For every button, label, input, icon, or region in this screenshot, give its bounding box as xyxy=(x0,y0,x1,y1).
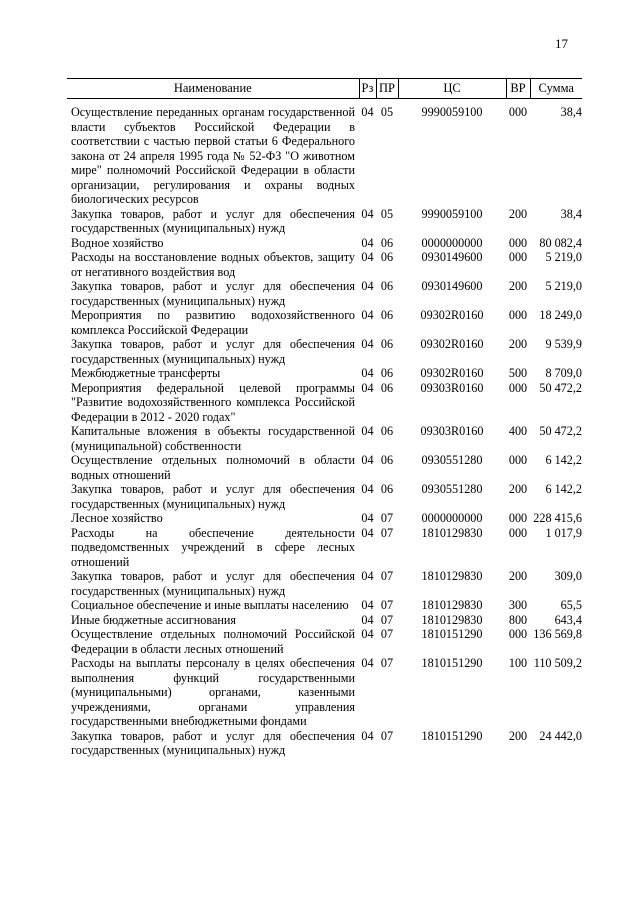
table-body xyxy=(67,99,582,758)
row-cs: 09303R0160 xyxy=(420,380,484,395)
row-pr: 06 xyxy=(380,380,394,395)
row-rz: 04 xyxy=(361,511,374,525)
row-cs: 1810151290 xyxy=(421,656,483,670)
row-cs: 1810129830 xyxy=(421,612,483,627)
row-rz: 04 xyxy=(361,337,374,351)
row-sum: 18 249,0 xyxy=(539,308,582,322)
row-cs: 1810151290 xyxy=(421,728,483,743)
row-name: Расходы на обеспечение деятельности подведомственных учреждений в сфере лесных отношений xyxy=(71,525,355,569)
row-cs: 1810129830 xyxy=(421,598,483,612)
row-sum: 50 472,2 xyxy=(539,424,582,438)
row-vr: 000 xyxy=(508,250,528,264)
row-name: Расходы на выплаты персоналу в целях обеспечения выполнения функций государственными (муниципальными) органами, казенными учреждениями, органами управления государственными внебюджетными фондами xyxy=(71,656,355,728)
row-cs: 09302R0160 xyxy=(420,337,484,351)
table-row xyxy=(67,511,582,526)
row-sum: 9 539,9 xyxy=(545,337,582,351)
row-pr: 07 xyxy=(380,598,394,612)
row-pr: 06 xyxy=(380,250,394,264)
header-cs: ЦС xyxy=(398,79,506,99)
row-name: Лесное хозяйство xyxy=(71,511,163,525)
row-sum: 136 569,8 xyxy=(533,627,582,641)
row-pr: 06 xyxy=(380,453,394,467)
row-pr: 07 xyxy=(380,511,394,525)
row-rz: 04 xyxy=(361,482,374,496)
row-vr: 000 xyxy=(508,308,528,322)
table-row xyxy=(67,482,582,511)
row-pr: 07 xyxy=(380,656,394,670)
row-sum: 110 509,2 xyxy=(533,656,582,670)
row-vr: 200 xyxy=(508,206,528,221)
table-row xyxy=(67,207,582,236)
row-pr: 07 xyxy=(380,728,394,743)
table-row xyxy=(67,627,582,656)
row-vr: 100 xyxy=(508,656,528,670)
row-pr: 06 xyxy=(380,424,394,438)
row-sum: 5 219,0 xyxy=(545,279,582,293)
row-rz: 04 xyxy=(361,656,374,670)
row-rz: 04 xyxy=(361,380,374,395)
row-sum: 38,4 xyxy=(560,206,582,221)
row-rz: 04 xyxy=(361,525,374,540)
row-name: Капитальные вложения в объекты государственной (муниципальной) собственности xyxy=(71,424,355,453)
row-rz: 04 xyxy=(361,598,374,612)
table-row xyxy=(67,366,582,381)
table-row xyxy=(67,453,582,482)
row-sum: 1 017,9 xyxy=(545,525,582,540)
row-pr: 07 xyxy=(380,627,394,641)
table-row xyxy=(67,337,582,366)
header-name: Наименование xyxy=(67,79,359,99)
row-pr: 06 xyxy=(380,279,394,293)
table-row xyxy=(67,598,582,613)
row-pr: 07 xyxy=(380,525,394,540)
row-name: Закупка товаров, работ и услуг для обеспечения государственных (муниципальных) нужд xyxy=(71,569,355,598)
row-rz: 04 xyxy=(361,235,374,250)
table-row xyxy=(67,279,582,308)
row-pr: 05 xyxy=(380,206,394,221)
row-rz: 04 xyxy=(361,424,374,438)
row-vr: 200 xyxy=(508,482,528,496)
row-sum: 80 082,4 xyxy=(539,235,582,250)
row-cs: 0930149600 xyxy=(421,250,483,264)
row-vr: 000 xyxy=(508,380,528,395)
row-rz: 04 xyxy=(361,612,374,627)
row-rz: 04 xyxy=(361,366,374,380)
row-rz: 04 xyxy=(361,308,374,322)
row-sum: 50 472,2 xyxy=(539,380,582,395)
row-rz: 04 xyxy=(361,105,374,119)
table-row xyxy=(67,381,582,425)
row-name: Осуществление отдельных полномочий в области водных отношений xyxy=(71,453,355,482)
row-vr: 000 xyxy=(508,627,528,641)
row-name: Осуществление переданных органам государственной власти субъектов Российской Федерации в соответствии с частью первой статьи 6 Федерального закона от 24 апреля 1995 года № 52-ФЗ "О животном мире" полномочий Российской Федерации в области организации, регулирования и охраны водных биологических ресурсов xyxy=(71,105,355,206)
row-rz: 04 xyxy=(361,728,374,743)
row-pr: 07 xyxy=(380,569,394,583)
row-cs: 09303R0160 xyxy=(420,424,484,438)
row-sum: 309,0 xyxy=(554,569,582,583)
row-name: Закупка товаров, работ и услуг для обеспечения государственных (муниципальных) нужд xyxy=(71,482,355,511)
header-sum: Сумма xyxy=(530,79,582,99)
table-row xyxy=(67,613,582,628)
table-header-row xyxy=(67,79,582,99)
row-name: Социальное обеспечение и иные выплаты населению xyxy=(71,598,349,612)
row-sum: 228 415,6 xyxy=(533,511,582,525)
row-vr: 200 xyxy=(508,279,528,293)
row-name: Мероприятия федеральной целевой программы "Развитие водохозяйственного комплекса Российской Федерации в 2012 - 2020 годах" xyxy=(71,380,355,424)
row-cs: 9990059100 xyxy=(421,206,483,221)
row-vr: 000 xyxy=(508,511,528,525)
row-sum: 38,4 xyxy=(560,105,582,119)
table-row xyxy=(67,656,582,729)
row-cs: 0930551280 xyxy=(421,453,483,467)
row-name: Расходы на восстановление водных объектов, защиту от негативного воздействия вод xyxy=(71,250,355,279)
row-name: Осуществление отдельных полномочий Российской Федерации в области лесных отношений xyxy=(71,627,355,656)
row-vr: 000 xyxy=(508,453,528,467)
row-vr: 000 xyxy=(508,235,528,250)
budget-table xyxy=(67,78,582,758)
row-name: Закупка товаров, работ и услуг для обеспечения государственных (муниципальных) нужд xyxy=(71,728,355,757)
table-row xyxy=(67,308,582,337)
row-rz: 04 xyxy=(361,206,374,221)
row-pr: 07 xyxy=(380,612,394,627)
row-name: Водное хозяйство xyxy=(71,235,164,250)
row-rz: 04 xyxy=(361,453,374,467)
row-sum: 65,5 xyxy=(560,598,582,612)
row-cs: 0930149600 xyxy=(421,279,483,293)
row-cs: 0930551280 xyxy=(421,482,483,496)
row-vr: 200 xyxy=(508,728,528,743)
table-row xyxy=(67,729,582,758)
row-vr: 800 xyxy=(508,612,528,627)
row-sum: 6 142,2 xyxy=(545,482,582,496)
row-pr: 06 xyxy=(380,366,394,380)
row-vr: 200 xyxy=(508,569,528,583)
row-sum: 5 219,0 xyxy=(545,250,582,264)
row-cs: 1810151290 xyxy=(421,627,483,641)
header-pr: ПР xyxy=(376,79,398,99)
row-sum: 24 442,0 xyxy=(539,728,582,743)
row-vr: 300 xyxy=(508,598,528,612)
header-vr: ВР xyxy=(506,79,530,99)
table-row xyxy=(67,236,582,251)
table-row xyxy=(67,569,582,598)
row-pr: 06 xyxy=(380,337,394,351)
row-cs: 1810129830 xyxy=(421,525,483,540)
row-cs: 0000000000 xyxy=(421,235,483,250)
row-vr: 200 xyxy=(508,337,528,351)
row-rz: 04 xyxy=(361,569,374,583)
table-row xyxy=(67,99,582,207)
table-row xyxy=(67,250,582,279)
row-name: Закупка товаров, работ и услуг для обеспечения государственных (муниципальных) нужд xyxy=(71,279,355,308)
row-vr: 000 xyxy=(508,105,528,119)
row-cs: 0000000000 xyxy=(421,511,483,525)
header-rz: Рз xyxy=(359,79,376,99)
row-cs: 09302R0160 xyxy=(420,366,484,380)
row-name: Закупка товаров, работ и услуг для обеспечения государственных (муниципальных) нужд xyxy=(71,206,355,235)
table-row xyxy=(67,526,582,570)
row-cs: 1810129830 xyxy=(421,569,483,583)
table-row xyxy=(67,424,582,453)
row-vr: 000 xyxy=(508,525,528,540)
row-name: Мероприятия по развитию водохозяйственного комплекса Российской Федерации xyxy=(71,308,355,337)
row-cs: 09302R0160 xyxy=(420,308,484,322)
row-pr: 06 xyxy=(380,308,394,322)
row-rz: 04 xyxy=(361,250,374,264)
row-cs: 9990059100 xyxy=(421,105,483,119)
row-rz: 04 xyxy=(361,279,374,293)
row-rz: 04 xyxy=(361,627,374,641)
row-name: Иные бюджетные ассигнования xyxy=(71,612,237,627)
row-pr: 06 xyxy=(380,235,394,250)
row-vr: 400 xyxy=(508,424,528,438)
row-pr: 05 xyxy=(380,105,394,119)
row-pr: 06 xyxy=(380,482,394,496)
page-number: 17 xyxy=(555,36,568,51)
row-sum: 6 142,2 xyxy=(545,453,582,467)
row-name: Закупка товаров, работ и услуг для обеспечения государственных (муниципальных) нужд xyxy=(71,337,355,366)
row-sum: 8 709,0 xyxy=(545,366,582,380)
row-sum: 643,4 xyxy=(554,612,582,627)
row-vr: 500 xyxy=(508,366,528,380)
row-name: Межбюджетные трансферты xyxy=(71,366,221,380)
